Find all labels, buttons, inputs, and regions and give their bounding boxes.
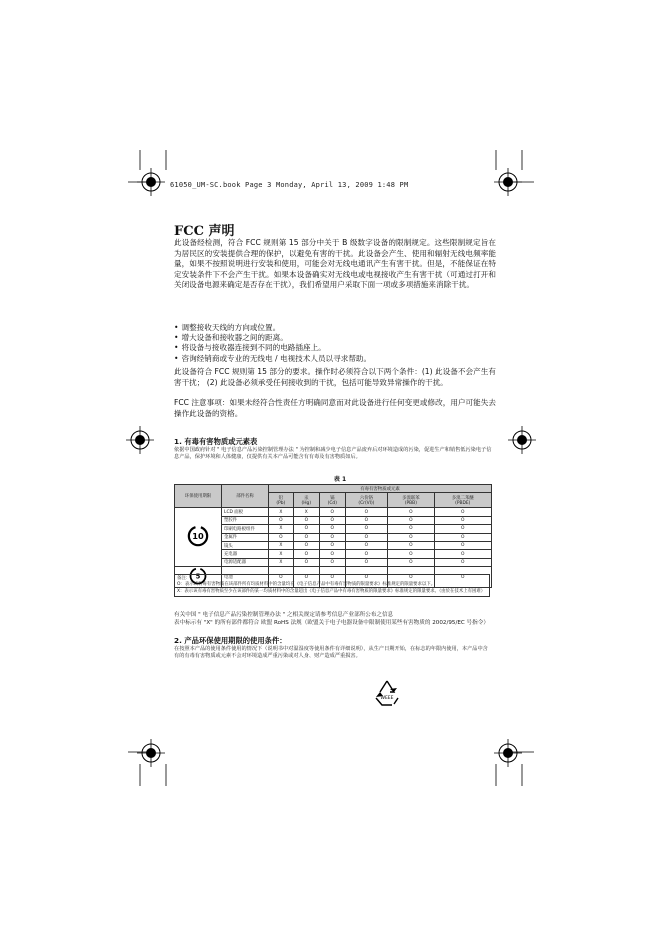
table-cell-part: 镜头 xyxy=(222,541,269,549)
list-item: • 咨询经销商或专业的无线电 / 电视技术人员以寻求帮助。 xyxy=(174,354,496,364)
table-cell-value: O xyxy=(269,516,294,524)
recycle-icon xyxy=(372,678,402,708)
registration-mark-icon xyxy=(135,166,167,198)
table-cell-value: O xyxy=(388,508,434,516)
table-cell-value: O xyxy=(434,516,491,524)
table-cell-value: O xyxy=(345,558,388,566)
table-cell-part: 金属件 xyxy=(222,533,269,541)
table-cell-part: 塑胶件 xyxy=(222,516,269,524)
table-cell-value: O xyxy=(434,541,491,549)
table-row xyxy=(175,516,492,524)
column-header-substance: 汞 (Hg) xyxy=(293,493,319,508)
column-header-period: 环保使用期限 xyxy=(175,485,222,508)
table-cell-value: O xyxy=(293,558,319,566)
column-header-substance: 铅 (Pb) xyxy=(269,493,294,508)
list-item: • 增大设备和接收器之间的距离。 xyxy=(174,333,496,343)
section-1-text: 依据中国政府针对 " 电子信息产品污染控制管理办法 " 为控制和减少电子信息产品废弃后对环境造成的污染，促进生产和销售低污染电子信息产品，保护环境和人体健康，仅提供有关本产品可能含有有毒及有害物质如后。 xyxy=(174,447,492,461)
column-header-substance: 多溴联苯 (PBB) xyxy=(388,493,434,508)
table-cell-value: X xyxy=(293,508,319,516)
column-header-group: 有毒有害物质或元素 xyxy=(269,485,492,493)
column-header-substance: 多溴二苯醚 (PBDE) xyxy=(434,493,491,508)
table-row xyxy=(175,525,492,533)
table-cell-value: O xyxy=(345,525,388,533)
table-row xyxy=(175,550,492,558)
table-cell-value: O xyxy=(434,550,491,558)
eco-period-number: 5 xyxy=(195,572,201,581)
table-cell-value: O xyxy=(293,533,319,541)
table-cell-value: O xyxy=(388,550,434,558)
table-cell-value: X xyxy=(269,508,294,516)
table-cell-part: 电池 xyxy=(222,567,269,588)
table-cell-value: O xyxy=(319,533,345,541)
table-cell-value: O xyxy=(434,525,491,533)
table-cell-value: O xyxy=(293,516,319,524)
table-cell-part: LCD 面板 xyxy=(222,508,269,516)
fcc-bullet-list xyxy=(174,323,496,364)
table-cell-value: X xyxy=(269,550,294,558)
table-cell-value: O xyxy=(345,516,388,524)
table-cell-part: 充电器 xyxy=(222,550,269,558)
registration-mark-icon xyxy=(506,424,538,456)
table-cell-part: 电源适配器 xyxy=(222,558,269,566)
note-line: 备注： xyxy=(177,576,191,581)
table-cell-value: O xyxy=(345,533,388,541)
recycle-label: WEEE xyxy=(380,696,394,701)
section-1-title: 1. 有毒有害物质或元素表 xyxy=(174,437,258,446)
section-2-text: 在按照本产品的使用条件使用的情况下（说明书中对温湿度等使用条件有详细说明），从生产日期开始，在标志的年限内使用，本产品中含有的有毒有害物质或元素不会对环境造成严重污染或对人身、财产造成严重损害。 xyxy=(174,646,488,660)
print-header: 61050_UM-SC.book Page 3 Monday, April 13, 2009 1:48 PM xyxy=(170,181,409,189)
fcc-paragraph-2: 此设备符合 FCC 规则第 15 部分的要求。操作时必须符合以下两个条件：(1) 此设备不会产生有害干扰； (2) 此设备必须承受任何接收到的干扰，包括可能导致异常操作的干扰。 xyxy=(174,367,496,387)
table-cell-value: O xyxy=(434,558,491,566)
table-cell-value: O xyxy=(345,567,388,588)
section-2-title: 2. 产品环保使用期限的使用条件： xyxy=(174,636,287,645)
table-cell-value: X xyxy=(269,558,294,566)
table-cell-value: O xyxy=(345,541,388,549)
registration-mark-icon xyxy=(124,424,156,456)
table-cell-value: O xyxy=(293,550,319,558)
table-cell-value: O xyxy=(345,550,388,558)
table-cell-value: O xyxy=(319,508,345,516)
table-cell-value: O xyxy=(388,533,434,541)
table-cell-value: O xyxy=(434,567,491,588)
note-line: O：表示该有毒有害物质在该部件所有均质材料中的含量均在《电子信息产品中有毒有害物质的限量要求》标准规定的限量要求以下。 xyxy=(177,582,436,588)
table-cell-value: O xyxy=(269,567,294,588)
registration-mark-icon xyxy=(492,737,524,769)
table-cell-value: O xyxy=(388,516,434,524)
table-cell-value: O xyxy=(434,508,491,516)
table-cell-value: O xyxy=(319,525,345,533)
table-row xyxy=(175,558,492,566)
table-cell-value: O xyxy=(388,567,434,588)
table-cell-value: O xyxy=(293,541,319,549)
table-cell-value: O xyxy=(434,533,491,541)
rohs-text-2: 表中标示有 "X" 的所有部件都符合 欧盟 RoHS 法规（欧盟关于电子电器设备中限制使用某些有害物质的 2002/95/EC 号指令） xyxy=(174,620,489,626)
column-header-substance: 镉 (Cd) xyxy=(319,493,345,508)
list-item: • 将设备与接收器连接到不同的电路插座上。 xyxy=(174,343,496,353)
table-cell-value: O xyxy=(388,525,434,533)
rohs-text-1: 有关中国 " 电子信息产品污染控制管理办法 " 之相关规定请参考信息产业部所公布之信息 xyxy=(174,612,394,618)
table-cell-value: O xyxy=(388,541,434,549)
table-cell-value: O xyxy=(319,516,345,524)
fcc-paragraph-3: FCC 注意事项：如果未经符合性责任方明确同意而对此设备进行任何变更或修改，用户可能失去操作此设备的资格。 xyxy=(174,398,496,418)
table-cell-value: O xyxy=(388,558,434,566)
table-cell-value: O xyxy=(319,558,345,566)
fcc-paragraph-1: 此设备经检测，符合 FCC 规则第 15 部分中关于 B 级数字设备的限制规定。这些限制规定旨在为居民区的安装提供合理的保护，以避免有害的干扰。此设备会产生、使用和辐射无线电频率能量，如果不按照说明进行安装和使用，可能会对无线电通讯产生有害干扰。但是，不能保证在特定安装条件下不会产生干扰。如果本设备确实对无线电或电视接收产生有害干扰（可通过打开和关闭设备电源来确定是否存在干扰），我们希望用户采取下面一项或多项措施来消除干扰。 xyxy=(174,238,496,290)
table-cell-part: 印刷电路板组件 xyxy=(222,525,269,533)
table-cell-value: O xyxy=(293,525,319,533)
hazardous-substance-table xyxy=(174,484,492,588)
list-item: • 调整接收天线的方向或位置。 xyxy=(174,323,496,333)
registration-mark-icon xyxy=(492,166,524,198)
table-caption: 表 1 xyxy=(333,476,347,483)
note-line: X：表示该有毒有害物质至少在该部件的某一均质材料中的含量超出《电子信息产品中有毒有害物质的限量要求》标准规定的限量要求。（由於在技术上有困难） xyxy=(177,588,486,594)
registration-mark-icon xyxy=(135,737,167,769)
column-header-substance: 六价铬 (Cr(VI)) xyxy=(345,493,388,508)
page-title: FCC 声明 xyxy=(174,224,235,239)
table-row xyxy=(175,533,492,541)
table-row xyxy=(175,541,492,549)
table-cell-value: O xyxy=(319,541,345,549)
table-cell-value: O xyxy=(293,567,319,588)
table-row xyxy=(175,508,492,516)
table-cell-value: X xyxy=(269,541,294,549)
column-header-part: 部件名称 xyxy=(222,485,269,508)
table-cell-value: X xyxy=(269,525,294,533)
eco-period-number: 10 xyxy=(192,531,204,542)
table-cell-value: O xyxy=(319,550,345,558)
table-cell-value: O xyxy=(345,508,388,516)
table-cell-value: O xyxy=(269,533,294,541)
table-note xyxy=(174,574,490,597)
eco-period-icon xyxy=(175,508,222,567)
table-cell-value: O xyxy=(319,567,345,588)
